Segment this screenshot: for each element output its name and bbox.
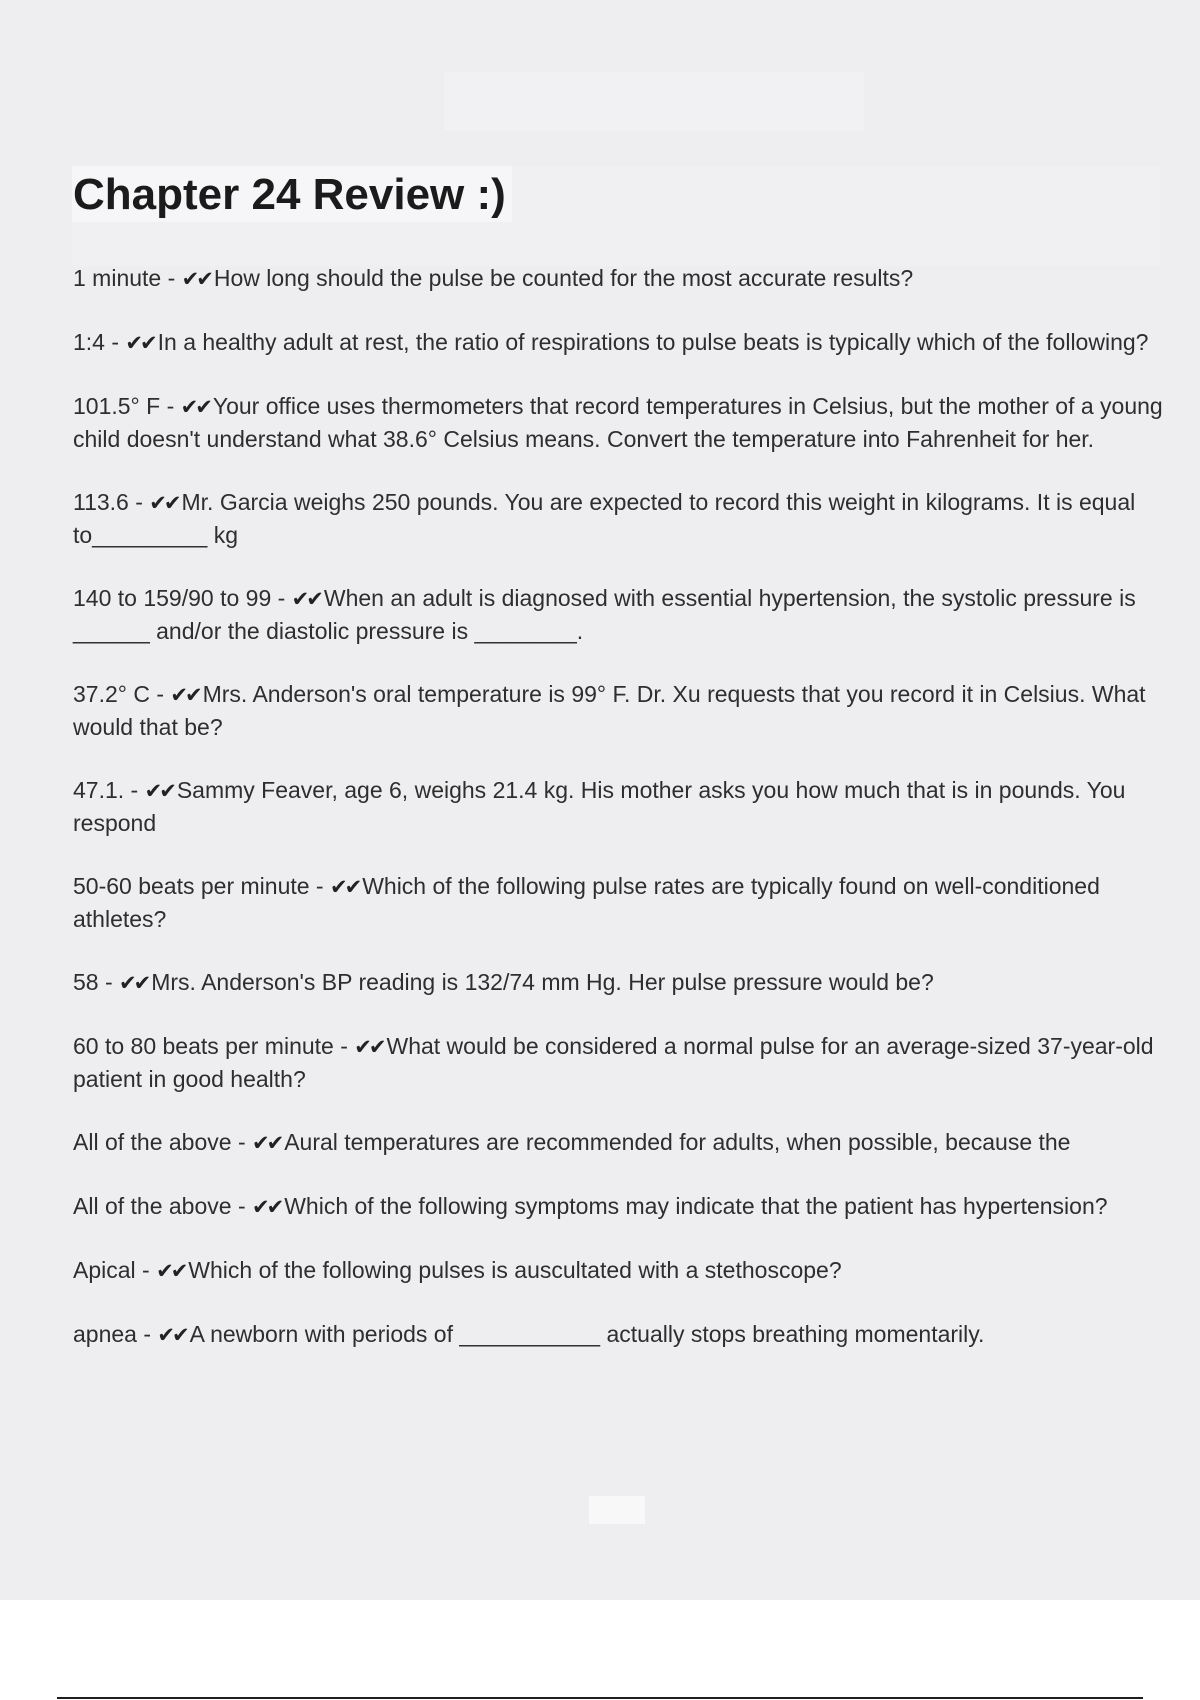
list-item — [73, 1030, 1173, 1095]
check-icon: ✔✔ — [180, 395, 210, 419]
question-text: How long should the pulse be counted for the most accurate results? — [213, 265, 914, 291]
list-item — [73, 870, 1173, 935]
check-icon: ✔✔ — [252, 1131, 282, 1155]
answer-text: 1 minute - — [73, 265, 182, 291]
list-item — [73, 326, 1173, 359]
footer-blank-box — [589, 1496, 645, 1524]
list-item — [73, 1190, 1173, 1223]
list-item — [73, 1254, 1173, 1287]
answer-text: 1:4 - — [73, 329, 126, 355]
list-item — [73, 774, 1173, 839]
list-item — [73, 1318, 1173, 1351]
answer-text: apnea - — [73, 1321, 158, 1347]
question-text: Mr. Garcia weighs 250 pounds. You are expected to record this weight in kilograms. It is equal to_________ kg — [73, 489, 1136, 548]
check-icon: ✔✔ — [157, 1323, 187, 1347]
list-item — [73, 966, 1173, 999]
check-icon: ✔✔ — [291, 587, 321, 611]
answer-text: Apical - — [73, 1257, 157, 1283]
check-icon: ✔✔ — [354, 1035, 384, 1059]
answer-text: All of the above - — [73, 1129, 252, 1155]
check-icon: ✔✔ — [156, 1259, 186, 1283]
question-text: Which of the following pulses is auscultated with a stethoscope? — [188, 1257, 842, 1283]
check-icon: ✔✔ — [119, 971, 149, 995]
check-icon: ✔✔ — [149, 491, 179, 515]
page-divider — [57, 1697, 1143, 1699]
list-item — [73, 678, 1173, 743]
check-icon: ✔✔ — [329, 875, 360, 899]
answer-text: 140 to 159/90 to 99 - — [73, 585, 292, 611]
check-icon: ✔✔ — [144, 779, 174, 803]
question-text: Aural temperatures are recommended for adults, when possible, because the — [284, 1129, 1071, 1155]
question-text: Sammy Feaver, age 6, weighs 21.4 kg. His mother asks you how much that is in pounds. You respond — [73, 777, 1126, 836]
question-text: In a healthy adult at rest, the ratio of respirations to pulse beats is typically which of the following? — [157, 329, 1149, 355]
list-item — [73, 390, 1173, 455]
question-text: Your office uses thermometers that record temperatures in Celsius, but the mother of a young child doesn't understand what 38.6° Celsius means. Convert the temperature into Fahrenheit for her. — [73, 393, 1163, 452]
list-item — [73, 262, 1173, 295]
answer-text: 37.2° C - — [73, 681, 171, 707]
question-text: Which of the following symptoms may indicate that the patient has hypertension? — [284, 1193, 1108, 1219]
question-text: When an adult is diagnosed with essential hypertension, the systolic pressure is ______ and/or the diastolic pressure is ________. — [73, 585, 1136, 644]
page-title: Chapter 24 Review :) — [72, 166, 512, 222]
answer-text: 50-60 beats per minute - — [73, 873, 330, 899]
list-item — [73, 582, 1173, 647]
header-blank-box — [444, 72, 864, 130]
list-item — [73, 1126, 1173, 1159]
answer-text: 101.5° F - — [73, 393, 181, 419]
check-icon: ✔✔ — [252, 1195, 282, 1219]
answer-text: 58 - — [73, 969, 120, 995]
check-icon: ✔✔ — [170, 683, 200, 707]
check-icon: ✔✔ — [125, 331, 155, 355]
question-text: A newborn with periods of ___________ actually stops breathing momentarily. — [189, 1321, 985, 1347]
answer-text: 60 to 80 beats per minute - — [73, 1033, 355, 1059]
question-text: Which of the following pulse rates are typically found on well-conditioned athletes? — [73, 873, 1100, 932]
list-item — [73, 486, 1173, 551]
check-icon: ✔✔ — [181, 267, 211, 291]
answer-text: 47.1. - — [73, 777, 145, 803]
review-entries — [73, 262, 1173, 1382]
question-text: Mrs. Anderson's oral temperature is 99° F. Dr. Xu requests that you record it in Celsius. What would that be? — [73, 681, 1146, 740]
question-text: Mrs. Anderson's BP reading is 132/74 mm Hg. Her pulse pressure would be? — [151, 969, 934, 995]
question-text: What would be considered a normal pulse for an average-sized 37-year-old patient in good health? — [73, 1033, 1154, 1092]
answer-text: All of the above - — [73, 1193, 252, 1219]
answer-text: 113.6 - — [73, 489, 150, 515]
